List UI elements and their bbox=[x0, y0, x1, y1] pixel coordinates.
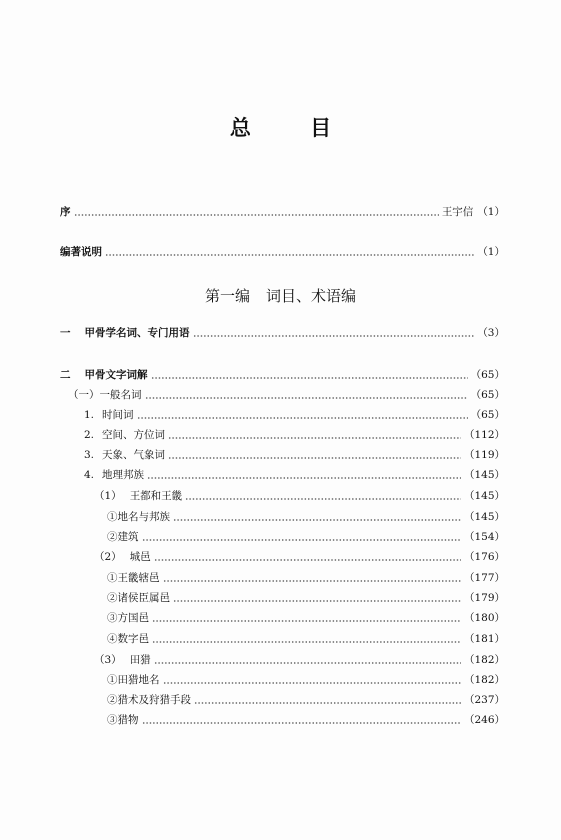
entry-page: （65） bbox=[470, 389, 505, 401]
entry-label: 时间词 bbox=[102, 409, 134, 421]
leader-dots bbox=[74, 214, 439, 216]
leader-dots bbox=[185, 498, 461, 500]
entry-label: ④数字邑 bbox=[107, 633, 149, 645]
leader-dots bbox=[151, 377, 468, 379]
entry-label: ①地名与邦族 bbox=[107, 511, 170, 523]
entry-page: （177） bbox=[463, 572, 505, 584]
leader-dots bbox=[163, 580, 461, 582]
entry-number: （2） bbox=[94, 551, 122, 563]
entry-page: （180） bbox=[463, 612, 505, 624]
toc-entry[interactable] bbox=[94, 653, 505, 667]
entry-label: 王都和王畿 bbox=[129, 490, 183, 502]
entry-number: 2. bbox=[84, 429, 95, 441]
toc-entry[interactable] bbox=[107, 673, 505, 687]
entry-page: （182） bbox=[463, 674, 505, 686]
leader-dots bbox=[152, 641, 461, 643]
toc-entry[interactable] bbox=[84, 428, 505, 442]
toc-entry[interactable] bbox=[94, 489, 505, 503]
entry-page: （246） bbox=[463, 714, 505, 726]
entry-label: ③方国邑 bbox=[107, 612, 149, 624]
entry-label: 编著说明 bbox=[60, 246, 102, 258]
toc-entry[interactable] bbox=[84, 468, 505, 482]
entry-page: （119） bbox=[463, 449, 505, 461]
toc-entry[interactable] bbox=[68, 388, 505, 402]
toc-entry[interactable] bbox=[107, 693, 505, 707]
entry-page: （237） bbox=[463, 694, 505, 706]
toc-entry[interactable] bbox=[107, 571, 505, 585]
toc-entry[interactable] bbox=[84, 448, 505, 462]
section-heading bbox=[0, 285, 561, 306]
entry-page: （154） bbox=[463, 531, 505, 543]
leader-dots bbox=[168, 437, 461, 439]
entry-label: 甲骨文字词解 bbox=[84, 369, 148, 381]
entry-author: 王宇信 bbox=[441, 206, 474, 218]
toc-entry[interactable] bbox=[107, 632, 505, 646]
leader-dots bbox=[137, 417, 468, 419]
leader-dots bbox=[163, 682, 461, 684]
entry-label: 天象、气象词 bbox=[102, 449, 166, 461]
toc-entry[interactable] bbox=[107, 530, 505, 544]
entry-page: （182） bbox=[463, 654, 505, 666]
entry-number: 一 bbox=[60, 327, 71, 339]
leader-dots bbox=[194, 702, 461, 704]
entry-page: （1） bbox=[477, 206, 505, 218]
entry-label: 序 bbox=[60, 206, 71, 218]
entry-number: （1） bbox=[94, 490, 122, 502]
leader-dots bbox=[154, 662, 461, 664]
entry-number: （3） bbox=[94, 654, 122, 666]
entry-page: （179） bbox=[463, 592, 505, 604]
entry-page: （65） bbox=[470, 409, 505, 421]
entry-number: 3. bbox=[84, 449, 95, 461]
entry-label: 甲骨学名词、专门用语 bbox=[84, 327, 190, 339]
entry-number: 二 bbox=[60, 369, 71, 381]
entry-label: ②建筑 bbox=[107, 531, 139, 543]
entry-page: （1） bbox=[477, 246, 505, 258]
toc-entry-preface[interactable] bbox=[60, 205, 505, 219]
toc-entry[interactable] bbox=[94, 550, 505, 564]
entry-label: ①田猎地名 bbox=[107, 674, 160, 686]
toc-entry[interactable] bbox=[107, 510, 505, 524]
leader-dots bbox=[173, 519, 461, 521]
entry-label: 地理邦族 bbox=[102, 469, 145, 481]
entry-number: 4. bbox=[84, 469, 95, 481]
entry-number: 1. bbox=[84, 409, 95, 421]
entry-page: （145） bbox=[463, 511, 505, 523]
toc-entry[interactable] bbox=[107, 713, 505, 727]
entry-page: （176） bbox=[463, 551, 505, 563]
leader-dots bbox=[152, 620, 461, 622]
leader-dots bbox=[142, 539, 461, 541]
leader-dots bbox=[142, 722, 461, 724]
toc-entry[interactable] bbox=[107, 611, 505, 625]
toc-entry-notes[interactable] bbox=[60, 245, 505, 259]
entry-page: （181） bbox=[463, 633, 505, 645]
leader-dots bbox=[105, 254, 474, 256]
entry-label: ②猎术及狩猎手段 bbox=[107, 694, 191, 706]
entry-label: ①王畿辖邑 bbox=[107, 572, 160, 584]
leader-dots bbox=[145, 397, 468, 399]
entry-label: ②诸侯臣属邑 bbox=[107, 592, 170, 604]
section-name: 词目、术语编 bbox=[266, 287, 357, 305]
toc-entry[interactable] bbox=[107, 591, 505, 605]
toc-entry[interactable] bbox=[84, 408, 505, 422]
section-part: 第一编 bbox=[204, 287, 250, 305]
page-title: 总 目 bbox=[229, 116, 358, 140]
entry-label: ③猎物 bbox=[107, 714, 139, 726]
leader-dots bbox=[173, 600, 461, 602]
leader-dots bbox=[193, 335, 475, 337]
leader-dots bbox=[154, 559, 461, 561]
entry-label: 城邑 bbox=[129, 551, 151, 563]
leader-dots bbox=[168, 457, 461, 459]
entry-page: （65） bbox=[470, 369, 505, 381]
entry-label: （一）一般名词 bbox=[68, 389, 142, 401]
entry-page: （145） bbox=[463, 490, 505, 502]
entry-page: （112） bbox=[463, 429, 505, 441]
entry-page: （3） bbox=[477, 327, 505, 339]
toc-entry[interactable] bbox=[60, 368, 505, 382]
entry-label: 田猎 bbox=[129, 654, 151, 666]
entry-label: 空间、方位词 bbox=[102, 429, 166, 441]
leader-dots bbox=[147, 477, 461, 479]
entry-page: （145） bbox=[463, 469, 505, 481]
toc-entry[interactable] bbox=[60, 326, 505, 340]
